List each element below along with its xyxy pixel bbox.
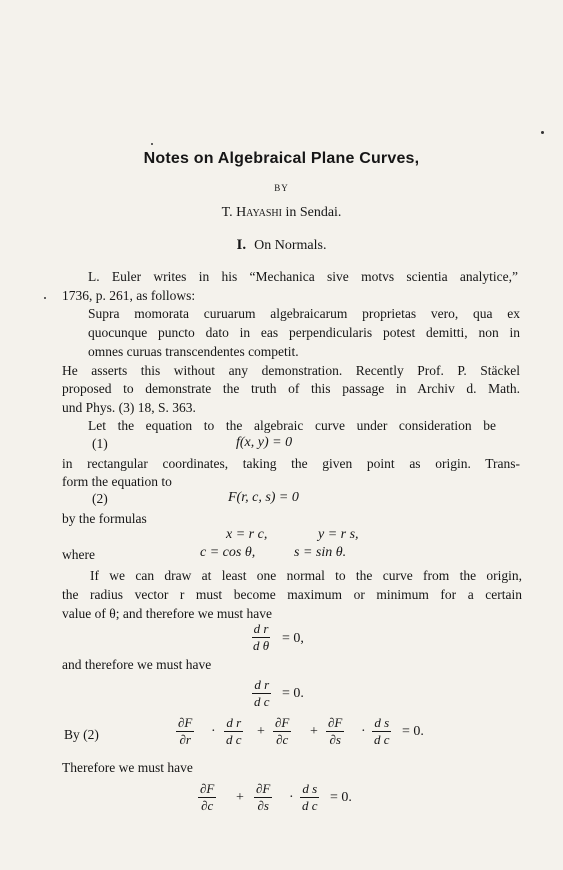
fraction-dF-dc — [273, 716, 291, 747]
equals-zero: = 0, — [282, 631, 304, 646]
numerator: d r — [226, 715, 242, 730]
fraction-dr-dc — [224, 716, 244, 747]
section-title: On Normals. — [254, 238, 327, 253]
substitution-x: x = r c, — [226, 527, 268, 542]
equation-2: F(r, c, s) = 0 — [228, 490, 299, 505]
equation-label: (2) — [92, 491, 108, 506]
text-line: and therefore we must have — [62, 657, 212, 672]
equals-zero: = 0. — [402, 724, 424, 739]
text-line: Let the equation to the algebraic curve under consideration be — [88, 418, 496, 433]
text-line: in rectangular coordinates, taking the given point as origin. Trans- — [62, 456, 520, 471]
denominator: ∂c — [276, 732, 289, 747]
text-line: proposed to demonstrate the truth of this passage in Archiv d. Math. — [62, 381, 520, 396]
substitution-y: y = r s, — [318, 527, 359, 542]
equation-label: (1) — [92, 436, 108, 451]
text-line: Therefore we must have — [62, 760, 193, 775]
substitution-c: c = cos θ, — [200, 545, 256, 560]
numerator: d r — [253, 621, 269, 636]
fraction-ds-dc — [300, 782, 320, 813]
section-heading — [0, 237, 563, 254]
text-line: If we can draw at least one normal to the curve from the origin, — [90, 568, 522, 583]
plus-operator: + — [257, 724, 265, 739]
scan-speck — [44, 297, 46, 299]
quote-line: omnes curuas transcendentes competit. — [88, 344, 299, 359]
denominator: ∂c — [201, 798, 214, 813]
text-line: value of θ; and therefore we must have — [62, 606, 273, 621]
fraction-dr-dc — [252, 678, 272, 709]
fraction-dr-dtheta — [251, 622, 271, 653]
denominator: ∂r — [179, 732, 191, 747]
fraction-dF-dr — [176, 716, 194, 747]
author-line — [0, 205, 563, 221]
equals-zero: = 0. — [330, 790, 352, 805]
dot-operator: · — [211, 724, 216, 739]
dot-operator: · — [289, 790, 294, 805]
equation-1: f(x, y) = 0 — [236, 435, 293, 450]
numerator: ∂F — [178, 715, 193, 730]
numerator: ∂F — [200, 781, 215, 796]
text-line: 1736, p. 261, as follows: — [62, 288, 196, 303]
quote-line: quocunque puncto dato in eas perpendicularis potest demitti, non in — [88, 325, 520, 340]
author-name: T. Hayashi — [221, 205, 282, 220]
fraction-dF-ds — [326, 716, 344, 747]
text-line: form the equation to — [62, 474, 172, 489]
text-line: He asserts this without any demonstration. Recently Prof. P. Stäckel — [62, 363, 520, 378]
dot-operator: · — [361, 724, 366, 739]
plus-operator: + — [310, 724, 318, 739]
text-line: where — [62, 547, 95, 562]
equals-zero: = 0. — [282, 686, 304, 701]
numerator: ∂F — [275, 715, 290, 730]
denominator: ∂s — [329, 732, 341, 747]
section-number: I. — [236, 237, 247, 253]
paper-title: Notes on Algebraical Plane Curves, — [143, 150, 420, 167]
numerator: d s — [302, 781, 318, 796]
fraction-dF-ds — [254, 782, 272, 813]
byline: BY — [274, 183, 289, 193]
denominator: d c — [302, 798, 318, 813]
substitution-s: s = sin θ. — [294, 545, 347, 560]
text-line: und Phys. (3) 18, S. 363. — [62, 400, 196, 415]
denominator: d c — [254, 694, 270, 709]
numerator: d r — [254, 677, 270, 692]
numerator: d s — [374, 715, 390, 730]
text-line: By (2) — [64, 727, 99, 742]
denominator: d c — [226, 732, 242, 747]
numerator: ∂F — [328, 715, 343, 730]
fraction-dF-dc — [198, 782, 216, 813]
text-line: by the formulas — [62, 511, 147, 526]
scan-speck — [541, 131, 544, 134]
denominator: ∂s — [257, 798, 269, 813]
numerator: ∂F — [256, 781, 271, 796]
fraction-ds-dc — [372, 716, 392, 747]
denominator: d θ — [253, 638, 270, 653]
author-place: in Sendai. — [285, 205, 342, 220]
denominator: d c — [374, 732, 390, 747]
text-line: L. Euler writes in his “Mechanica sive motvs scientia analytice,” — [88, 269, 518, 284]
text-line: the radius vector r must become maximum or minimum for a certain — [62, 587, 522, 602]
plus-operator: + — [236, 790, 244, 805]
scan-speck — [151, 143, 153, 145]
quote-line: Supra momorata curuarum algebraicarum proprietas vero, qua ex — [88, 306, 520, 321]
